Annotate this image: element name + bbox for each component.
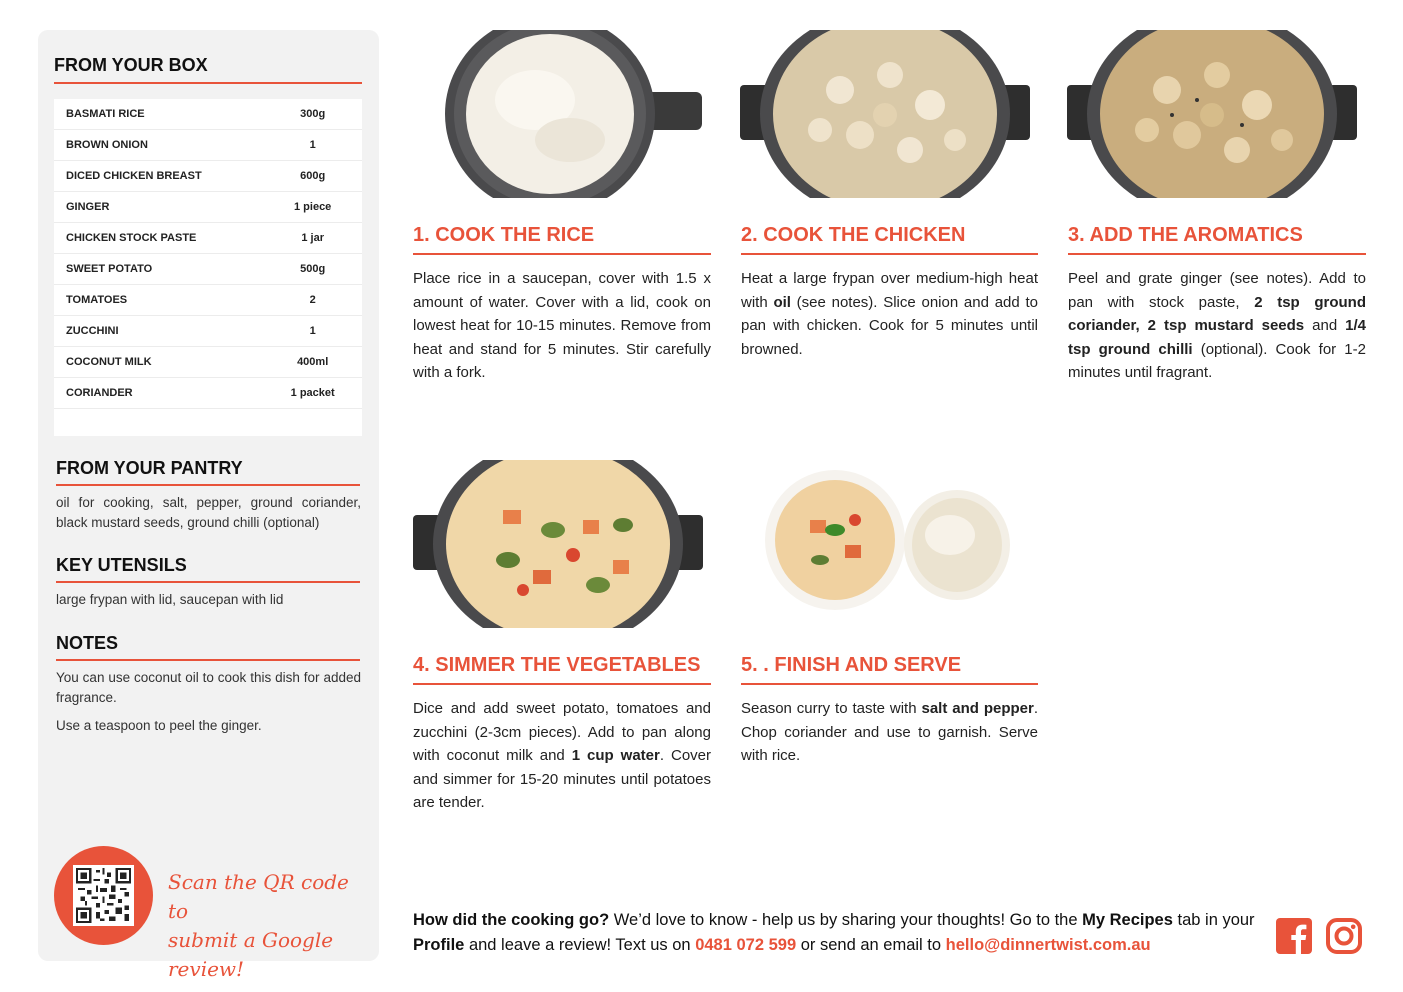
ingredient-name: BROWN ONION xyxy=(66,139,148,151)
qr-caption-line: submit a Google review! xyxy=(168,928,334,981)
divider xyxy=(413,253,711,255)
ingredient-row xyxy=(54,347,362,378)
step-text-segment: and xyxy=(1304,317,1346,334)
ingredient-name: TOMATOES xyxy=(66,294,128,306)
ingredient-row xyxy=(54,161,362,192)
divider xyxy=(56,484,360,486)
ingredient-name: COCONUT MILK xyxy=(66,356,152,368)
pantry-text: oil for cooking, salt, pepper, ground coriander, black mustard seeds, ground chilli (optional) xyxy=(56,495,361,530)
divider xyxy=(413,683,711,685)
step-4-text xyxy=(413,697,711,815)
ingredient-row xyxy=(54,99,362,130)
step-text-segment: (optional). Cook for 1-2 minutes until fragrant. xyxy=(1068,340,1366,381)
step-text-bold: 1 cup water xyxy=(571,747,660,764)
step-text-segment: Peel and grate ginger (see notes). Add to pan with stock paste, xyxy=(1068,270,1366,311)
note-item: You can use coconut oil to cook this dish for added fragrance. xyxy=(56,670,361,705)
ingredient-name: ZUCCHINI xyxy=(66,325,119,337)
qr-code-icon[interactable] xyxy=(73,865,134,926)
footer-text: or send an email to xyxy=(796,936,946,954)
ingredient-quantity: 1 packet xyxy=(290,387,335,399)
divider xyxy=(54,82,362,84)
footer-feedback-text xyxy=(413,908,1263,958)
notes-title: NOTES xyxy=(56,633,119,653)
step-text-segment: Place rice in a saucepan, cover with 1.5 x amount of water. Cover with a lid, cook on lowest heat for 10-15 minutes. Remove from heat and stand for 5 minutes. Stir carefully with a fork. xyxy=(413,270,711,381)
ingredient-quantity: 400ml xyxy=(297,356,329,368)
instagram-icon[interactable] xyxy=(1325,917,1363,955)
ingredient-name: GINGER xyxy=(66,201,110,213)
step-text-segment: Heat a large frypan over medium-high heat with xyxy=(741,270,1038,311)
qr-caption-line: Scan the QR code to xyxy=(168,870,349,923)
ingredient-row xyxy=(54,223,362,254)
footer-bold: My Recipes xyxy=(1082,911,1173,929)
step-text-bold: salt and pepper xyxy=(921,700,1034,717)
footer-text: and leave a review! Text us on xyxy=(464,936,696,954)
step-2-photo xyxy=(740,30,1030,198)
footer-bold: How did the cooking go? xyxy=(413,911,610,929)
step-text-bold: 2 tsp ground coriander, 2 tsp mustard seeds xyxy=(1068,293,1367,334)
qr-badge xyxy=(54,846,153,945)
step-1-text xyxy=(413,267,711,385)
step-3-photo xyxy=(1067,30,1357,198)
from-your-box-title: FROM YOUR BOX xyxy=(54,55,208,75)
step-text-segment: (see notes). Slice onion and add to pan with chicken. Cook for 5 minutes until browned. xyxy=(741,293,1038,358)
ingredient-name: CORIANDER xyxy=(66,387,133,399)
email-link[interactable]: hello@dinnertwist.com.au xyxy=(945,936,1151,954)
sidebar xyxy=(38,30,379,981)
step-3-text xyxy=(1068,267,1366,385)
divider xyxy=(741,683,1038,685)
ingredient-quantity: 1 jar xyxy=(301,232,324,244)
ingredient-row xyxy=(54,316,362,347)
ingredient-name: DICED CHICKEN BREAST xyxy=(66,170,202,182)
phone-link[interactable]: 0481 072 599 xyxy=(695,936,797,954)
ingredient-quantity: 2 xyxy=(309,294,316,306)
step-1-photo xyxy=(440,30,702,198)
divider xyxy=(741,253,1038,255)
qr-caption xyxy=(168,868,368,984)
note-item: Use a teaspoon to peel the ginger. xyxy=(56,718,262,733)
ingredient-row xyxy=(54,378,362,409)
ingredient-quantity: 300g xyxy=(300,108,326,120)
step-4-photo xyxy=(413,460,703,628)
facebook-icon[interactable] xyxy=(1275,917,1313,955)
from-your-pantry-title: FROM YOUR PANTRY xyxy=(56,458,243,478)
utensils-text: large frypan with lid, saucepan with lid xyxy=(56,592,284,607)
divider xyxy=(1068,253,1366,255)
step-1-title: 1. COOK THE RICE xyxy=(413,224,595,246)
step-5-photo xyxy=(760,465,1015,615)
ingredient-name: SWEET POTATO xyxy=(66,263,153,275)
ingredient-quantity: 1 piece xyxy=(294,201,332,213)
notes-text xyxy=(56,668,361,744)
step-4-title: 4. SIMMER THE VEGETABLES xyxy=(413,654,701,676)
step-text-segment: . Chop coriander and use to garnish. Serve with rice. xyxy=(741,700,1039,764)
ingredient-row xyxy=(54,130,362,161)
step-text-segment: . Cover and simmer for 15-20 minutes until potatoes are tender. xyxy=(413,747,711,811)
ingredient-name: BASMATI RICE xyxy=(66,108,145,120)
ingredient-row xyxy=(54,254,362,285)
step-5-title: 5. . FINISH AND SERVE xyxy=(741,654,962,676)
footer-text: tab in your xyxy=(1172,911,1255,929)
step-2-text xyxy=(741,267,1038,361)
step-text-bold: oil xyxy=(773,293,791,311)
key-utensils-title: KEY UTENSILS xyxy=(56,555,187,575)
divider xyxy=(56,581,360,583)
ingredients-table xyxy=(54,99,362,436)
step-5-text xyxy=(741,697,1038,768)
ingredient-quantity: 500g xyxy=(300,263,326,275)
footer-text: We’d love to know - help us by sharing your thoughts! Go to the xyxy=(609,911,1083,929)
divider xyxy=(56,659,360,661)
footer-bold: Profile xyxy=(413,936,465,954)
ingredient-row xyxy=(54,192,362,223)
step-2-title: 2. COOK THE CHICKEN xyxy=(741,224,966,246)
step-text-segment: Season curry to taste with xyxy=(741,700,922,717)
ingredient-name: CHICKEN STOCK PASTE xyxy=(66,232,197,244)
ingredient-quantity: 1 xyxy=(309,325,316,337)
step-text-bold: 1/4 tsp ground chilli xyxy=(1068,317,1366,358)
step-text-segment: Dice and add sweet potato, tomatoes and zucchini (2-3cm pieces). Add to pan along with coconut milk and xyxy=(413,700,711,764)
ingredient-row xyxy=(54,285,362,316)
ingredient-quantity: 600g xyxy=(300,170,326,182)
ingredient-quantity: 1 xyxy=(309,139,316,151)
step-3-title: 3. ADD THE AROMATICS xyxy=(1068,224,1303,246)
